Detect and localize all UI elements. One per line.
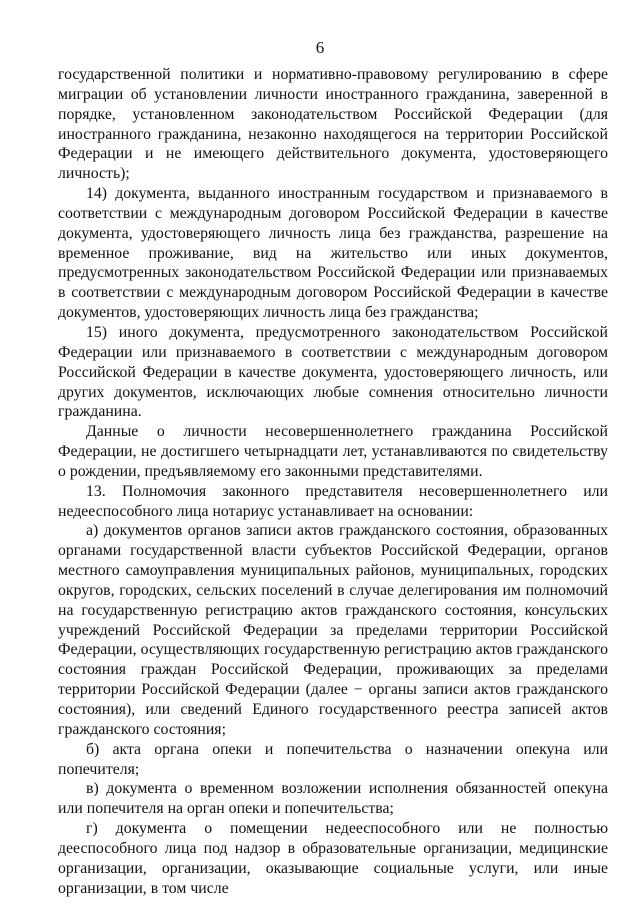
paragraph-item-a: а) документов органов записи актов гражданского состояния, образованных органами государственной власти субъектов Российской Федерации, органов местного самоуправления муниципальных районов, муниципальных, городских округов, городских, сельских поселений в случае делегирования им полномочий на государственную регистрацию актов гражданского состояния, консульских учреждений Российской Федерации за пределами территории Российской Федерации, осуществляющих государственную регистрацию актов гражданского состояния граждан Российской Федерации, проживающих за пределами территории Российской Федерации (далее − органы записи актов гражданского состояния), или сведений Единого государственного реестра записей актов гражданского состояния;: [58, 522, 608, 738]
paragraph-item-14: 14) документа, выданного иностранным государством и признаваемого в соответствии с международным договором Российской Федерации в качестве документа, удостоверяющего личность лица без гражданства, разрешение на временное проживание, вид на жительство или иных документов, предусмотренных законодательством Российской Федерации или признаваемых в соответствии с международным договором Российской Федерации в качестве документов, удостоверяющих личность лица без гражданства;: [58, 185, 608, 322]
paragraph-continuation: государственной политики и нормативно-правовому регулированию в сфере миграции об установлении личности иностранного гражданина, заверенной в порядке, установленном законодательством Российской Федерации (для иностранного гражданина, незаконно находящегося на территории Российской Федерации и не имеющего действительного документа, удостоверяющего личность);: [58, 66, 608, 183]
page-number: 6: [315, 38, 325, 57]
paragraph-section-13: 13. Полномочия законного представителя несовершеннолетнего или недееспособного лица нотариус устанавливает на основании:: [58, 482, 608, 520]
paragraph-minor-identity: Данные о личности несовершеннолетнего гражданина Российской Федерации, не достигшего четырнадцати лет, устанавливаются по свидетельству о рождении, предъявляемому его законными представителями.: [58, 423, 608, 480]
paragraph-item-b: б) акта органа опеки и попечительства о назначении опекуна или попечителя;: [58, 740, 608, 778]
paragraph-item-v: в) документа о временном возложении исполнения обязанностей опекуна или попечителя на орган опеки и попечительства;: [58, 780, 608, 818]
paragraph-item-g: г) документа о помещении недееспособного или не полностью дееспособного лица под надзор в образовательные организации, медицинские организации, организации, оказывающие социальные услуги, или иные организации, в том числе: [58, 820, 608, 897]
paragraph-item-15: 15) иного документа, предусмотренного законодательством Российской Федерации или признаваемого в соответствии с международным договором Российской Федерации в качестве документа, удостоверяющего личность, или других документов, исключающих любые сомнения относительно личности гражданина.: [58, 323, 608, 421]
document-body: [58, 65, 608, 898]
